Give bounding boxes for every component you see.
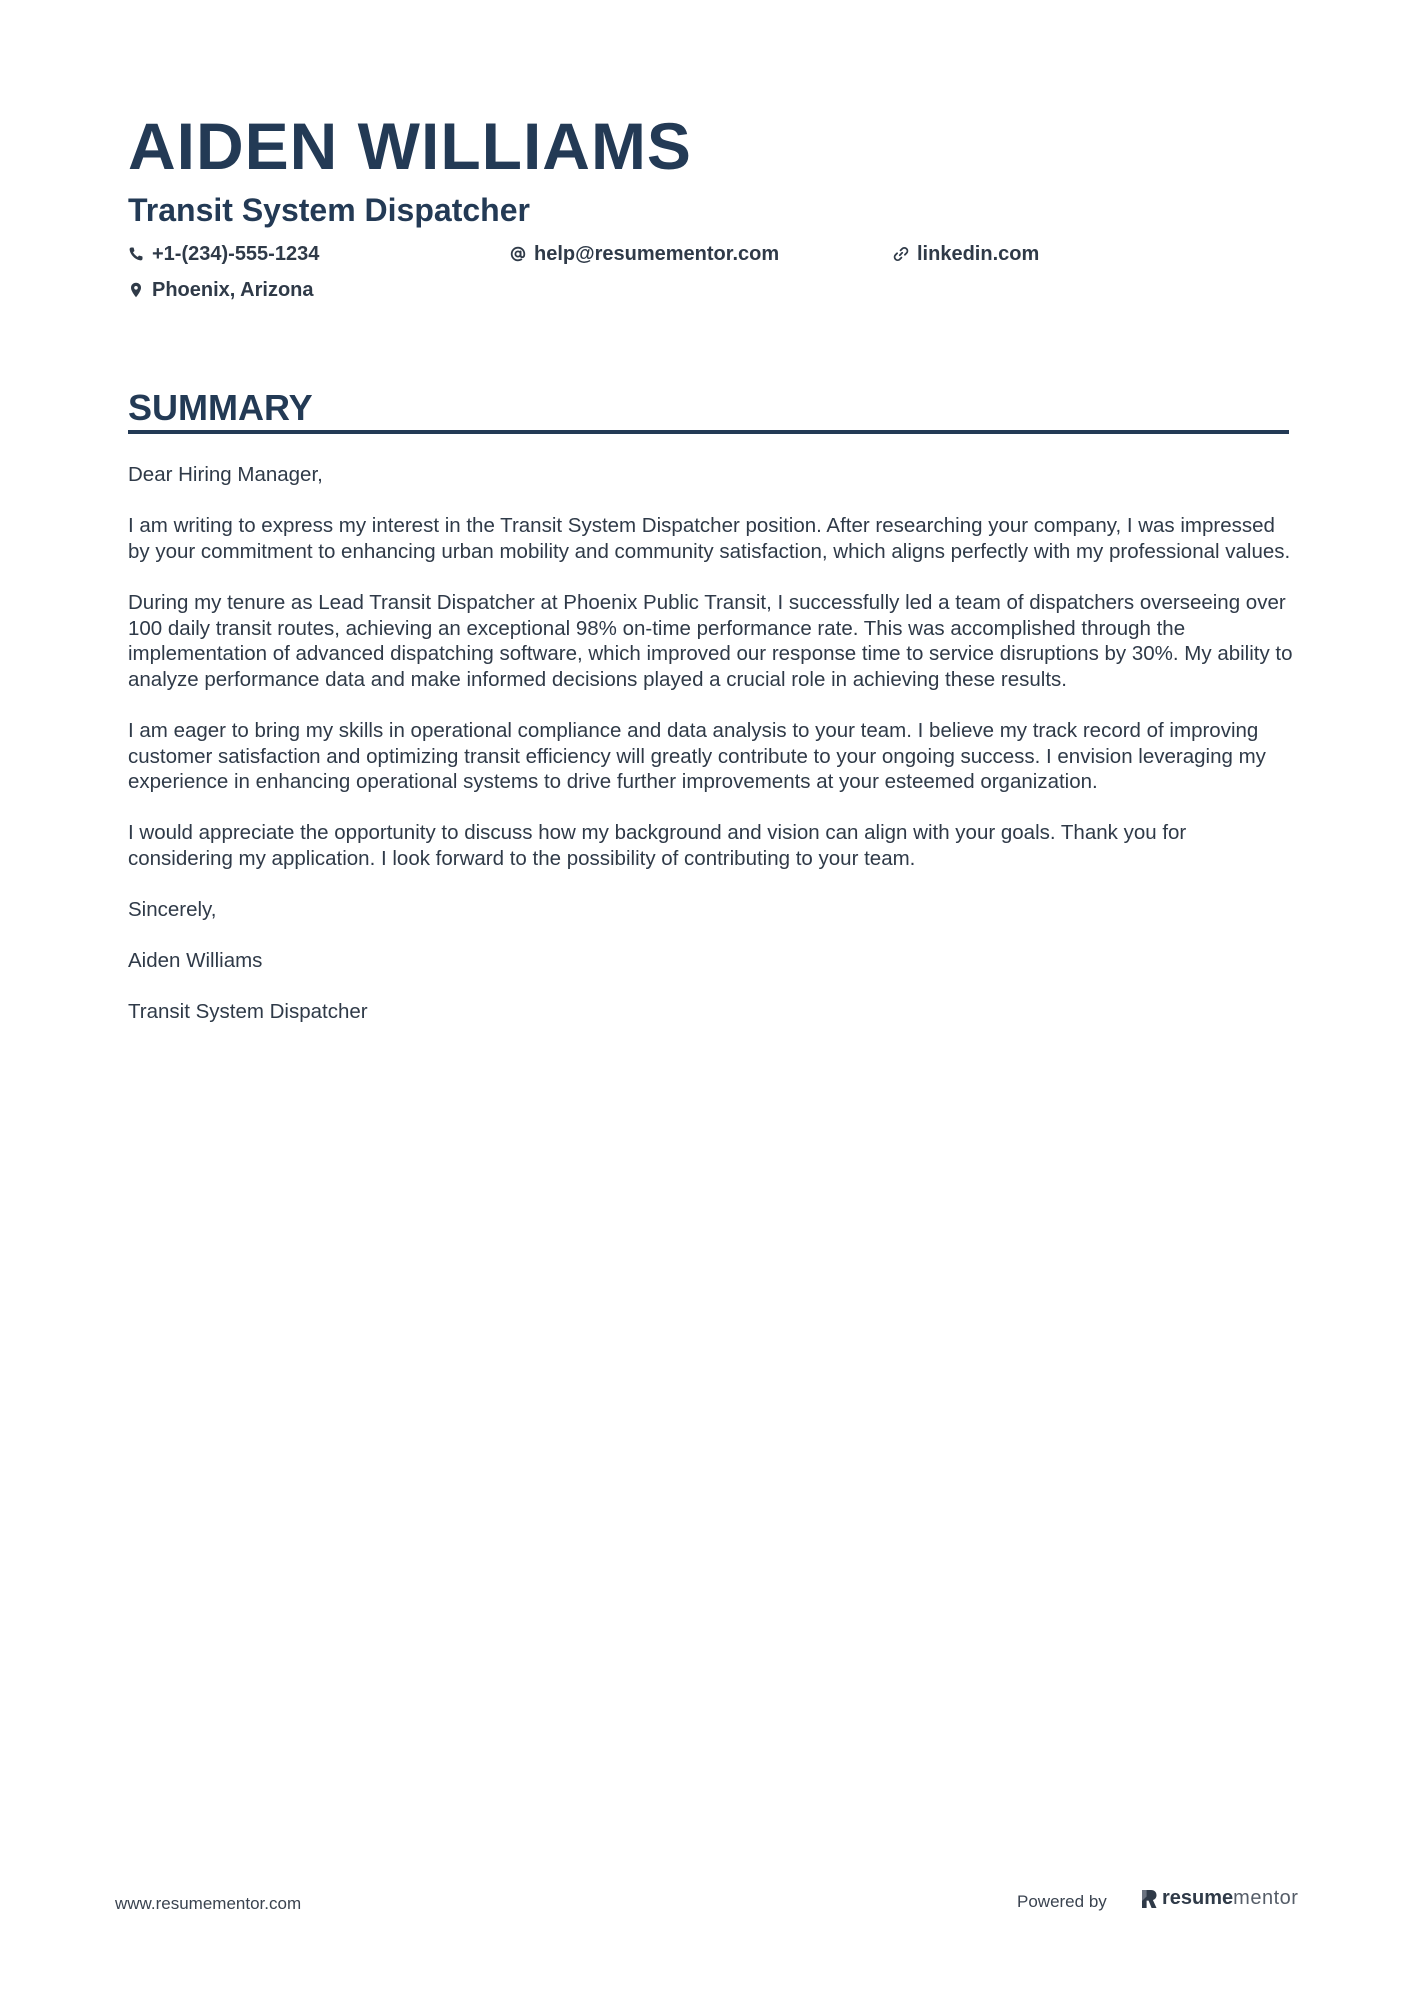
contact-location <box>128 277 314 303</box>
letter-paragraph: I am eager to bring my skills in operational compliance and data analysis to your team. I believe my track record of improving customer satisfaction and optimizing transit efficiency will greatly contribute to your ongoing success. I envision leveraging my experience in enhancing operational systems to drive further improvements at your esteemed organization. <box>128 718 1266 794</box>
letter-signature-name: Aiden Williams <box>128 949 263 973</box>
footer-powered-by: Powered by <box>1017 1892 1107 1911</box>
resumementor-logo-icon <box>1140 1888 1158 1910</box>
letter-salutation: Dear Hiring Manager, <box>128 463 323 486</box>
summary-heading: SUMMARY <box>128 387 313 428</box>
candidate-name: AIDEN WILLIAMS <box>128 109 692 183</box>
contact-phone <box>128 241 319 267</box>
letter-closing: Sincerely, <box>128 898 217 922</box>
letter-body <box>128 462 1293 1051</box>
brand-text-light: mentor <box>1233 1887 1299 1909</box>
phone-text: +1-(234)-555-1234 <box>152 243 320 265</box>
map-pin-icon <box>128 282 144 298</box>
brand-text-bold: resume <box>1162 1887 1234 1909</box>
phone-icon <box>128 246 144 262</box>
location-text: Phoenix, Arizona <box>152 279 314 301</box>
linkedin-text[interactable]: linkedin.com <box>917 243 1040 265</box>
contact-email[interactable] <box>510 241 779 267</box>
footer-brand-logo[interactable] <box>1140 1887 1298 1910</box>
section-divider <box>128 430 1289 434</box>
letter-paragraph: I am writing to express my interest in the Transit System Dispatcher position. After researching your company, I was impressed by your commitment to enhancing urban mobility and community satisfaction, which aligns perfectly with my professional values. <box>128 514 1291 563</box>
at-sign-icon <box>510 246 526 262</box>
footer-website-link[interactable]: www.resumementor.com <box>115 1894 302 1913</box>
letter-paragraph: I would appreciate the opportunity to discuss how my background and vision can align with your goals. Thank you for considering my application. I look forward to the possibility of contributing to your team. <box>128 821 1187 870</box>
link-icon <box>893 246 909 262</box>
letter-paragraph: During my tenure as Lead Transit Dispatcher at Phoenix Public Transit, I successfully led a team of dispatchers overseeing over 100 daily transit routes, achieving an exceptional 98% on-time performance rate. This was accomplished through the implementation of advanced dispatching software, which improved our response time to service disruptions by 30%. My ability to analyze performance data and make informed decisions played a crucial role in achieving these results. <box>128 590 1293 691</box>
email-text[interactable]: help@resumementor.com <box>534 243 780 265</box>
letter-signature-title: Transit System Dispatcher <box>128 1000 368 1024</box>
contact-linkedin[interactable] <box>893 241 1039 267</box>
job-title: Transit System Dispatcher <box>128 192 530 228</box>
